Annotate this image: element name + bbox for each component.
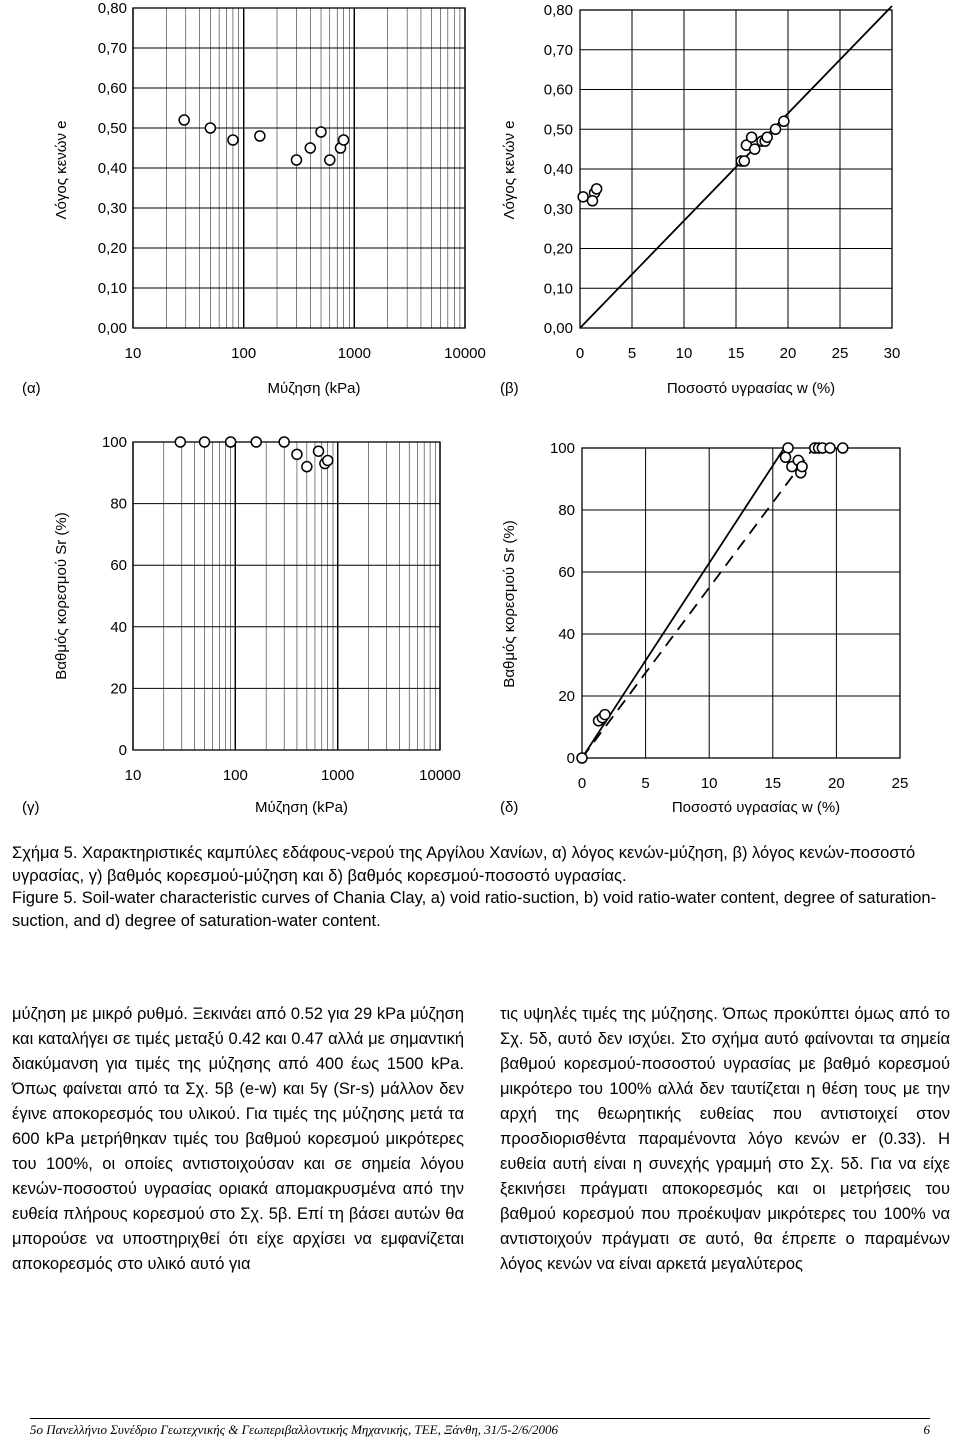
data-point bbox=[771, 124, 781, 134]
figure-panel-a bbox=[0, 0, 486, 410]
y-tick-label: 0,40 bbox=[97, 160, 127, 177]
data-point bbox=[783, 443, 793, 453]
y-tick-label: 0,30 bbox=[97, 200, 127, 217]
grid-c bbox=[133, 442, 440, 750]
figure-panel-b bbox=[480, 0, 960, 410]
y-tick-label: 100 bbox=[549, 440, 575, 457]
caption-greek: Σχήμα 5. Χαρακτηριστικές καμπύλες εδάφους-νερού της Αργίλου Χανίων, α) λόγος κενών-μύζηση, β) λόγος κενών-ποσοστό υγρασίας, γ) βαθμός κορεσμού-μύζηση και δ) βαθμός κορεσμού-ποσοστό υγρασίας. bbox=[12, 844, 916, 885]
plot-frame-c bbox=[133, 442, 440, 750]
page-footer bbox=[30, 1418, 930, 1438]
x-tick-label: 0 bbox=[575, 345, 585, 362]
data-point bbox=[228, 135, 238, 145]
data-point bbox=[175, 437, 185, 447]
y-tick-label: 40 bbox=[110, 618, 127, 636]
chart-a bbox=[0, 0, 486, 410]
data-point bbox=[325, 155, 335, 165]
dashed-line bbox=[582, 448, 814, 758]
body-column-right bbox=[500, 1002, 950, 1277]
data-point bbox=[779, 116, 789, 126]
x-tick-label: 20 bbox=[779, 345, 797, 362]
data-point bbox=[739, 156, 749, 166]
data-point bbox=[291, 155, 301, 165]
data-point bbox=[292, 449, 302, 459]
y-tick-label: 0,50 bbox=[543, 121, 573, 139]
x-tick-label: 1000 bbox=[337, 345, 372, 362]
chart-c bbox=[0, 420, 480, 830]
x-tick-label: 5 bbox=[627, 345, 637, 362]
panel-label: (γ) bbox=[22, 799, 40, 816]
x-axis-label: Μύζηση (kPa) bbox=[255, 799, 348, 816]
data-point bbox=[838, 443, 848, 453]
page-number: 6 bbox=[923, 1422, 930, 1437]
data-point bbox=[750, 144, 760, 154]
y-tick-label: 0,70 bbox=[543, 41, 573, 59]
body-left-text: μύζηση με μικρό ρυθμό. Ξεκινάει από 0.52 για 29 kPa μύζηση και καταλήγει σε τιμές μεταξύ 0.42 και 0.47 αλλά με σημαντική διακύμανση για τιμές της μύζησης από 400 έως 1500 kPa. Όπως φαίνεται από τα Σχ. 5β (e-w) και 5γ (Sr-s) μάλλον δεν έγινε αποκορεσμός του υλικού. Για τιμές της μύζησης μετά τα 600 kPa μετρήθηκαν τιμές του βαθμού κορεσμού μικρότερες του 100%, οι οποίες αντιστοιχούσαν και σε σημεία λόγου κενών-ποσοστού υγρασίας οριακά απομακρυσμένα από την ευθεία πλήρους κορεσμού στο Σχ. 5β. Επί τη βάσει αυτών θα μπορούσε να υποστηριχθεί ότι είχε αρχίσει να εμφανίζεται αποκορεσμός στο υλικό αυτό για bbox=[12, 1005, 464, 1273]
body-right-text: τις υψηλές τιμές της μύζησης. Όπως προκύπτει όμως από το Σχ. 5δ, αυτό δεν ισχύει. Στο σχήμα αυτό φαίνονται τα σημεία βαθμού κορεσμού-ποσοστού υγρασίας με βαθμό κορεσμού μικρότερο του 100% αλλά δεν ταυτίζεται η θέση τους με την αρχή της θεωρητικής ευθείας που αντιστοιχεί στον προσδιορισθέντα παραμένοντα λόγο κενών er (0.33). Η ευθεία αυτή είναι η συνεχής γραμμή στο Σχ. 5δ. Για να είχε ξεκινήσει πράγματι αποκορεσμός και οι μετρήσεις του βαθμού κορεσμού που προέκυψαν μικρότερες του 100% να αντιστοιχούν πράγματι σε αυτό, θα έπρεπε ο παραμένων λόγος κενών να είναι αρκετά μεγαλύτερος bbox=[500, 1005, 950, 1273]
x-tick-label: 10000 bbox=[419, 767, 461, 784]
data-point bbox=[200, 437, 210, 447]
data-point bbox=[825, 443, 835, 453]
x-tick-label: 30 bbox=[883, 345, 901, 362]
x-tick-label: 15 bbox=[764, 775, 782, 792]
y-tick-label: 80 bbox=[558, 502, 575, 519]
y-tick-label: 40 bbox=[558, 626, 575, 643]
y-tick-label: 100 bbox=[101, 434, 127, 451]
panel-label: (δ) bbox=[500, 799, 519, 816]
data-point bbox=[323, 455, 333, 465]
data-point bbox=[305, 143, 315, 153]
y-tick-label: 0,00 bbox=[543, 320, 573, 337]
panel-label: (α) bbox=[22, 380, 41, 397]
x-tick-label: 10 bbox=[675, 345, 693, 362]
y-tick-label: 20 bbox=[558, 688, 575, 705]
data-point bbox=[226, 437, 236, 447]
x-tick-label: 100 bbox=[231, 345, 257, 362]
x-tick-label: 25 bbox=[891, 775, 909, 792]
y-tick-label: 0,80 bbox=[543, 2, 573, 19]
x-tick-label: 10000 bbox=[444, 345, 486, 362]
x-axis-label: Μύζηση (kPa) bbox=[267, 380, 361, 397]
data-point bbox=[762, 132, 772, 142]
y-tick-label: 0,10 bbox=[543, 280, 573, 298]
x-tick-label: 5 bbox=[641, 775, 650, 792]
figure-panel-d bbox=[480, 420, 960, 830]
y-tick-label: 0,20 bbox=[543, 240, 573, 258]
y-tick-label: 0,10 bbox=[97, 280, 127, 297]
y-tick-label: 0,70 bbox=[97, 40, 127, 57]
data-point bbox=[316, 127, 326, 137]
body-column-left bbox=[12, 1002, 464, 1277]
chart-d bbox=[480, 420, 960, 830]
figure-panel-c bbox=[0, 420, 480, 830]
x-tick-label: 0 bbox=[577, 775, 587, 792]
data-point bbox=[781, 452, 791, 462]
data-point bbox=[587, 196, 597, 206]
y-tick-label: 80 bbox=[110, 495, 127, 513]
x-tick-label: 20 bbox=[828, 775, 845, 792]
x-tick-label: 10 bbox=[124, 345, 142, 362]
y-axis-label: Βαθμός κορεσμού Sr (%) bbox=[53, 512, 70, 680]
data-point bbox=[251, 437, 261, 447]
caption-english: Figure 5. Soil-water characteristic curves of Chania Clay, a) void ratio-suction, b) void ratio-water content, degree of saturation-suction, and d) degree of saturation-water content. bbox=[12, 889, 937, 930]
data-point bbox=[578, 192, 588, 202]
figure-caption bbox=[12, 842, 952, 932]
y-tick-label: 0,40 bbox=[543, 161, 573, 178]
data-point bbox=[577, 753, 587, 763]
y-tick-label: 60 bbox=[558, 564, 575, 581]
y-tick-label: 0,30 bbox=[543, 200, 573, 218]
data-point bbox=[179, 115, 189, 125]
y-tick-label: 60 bbox=[110, 557, 127, 575]
y-axis-label: Βαθμός κορεσμού Sr (%) bbox=[501, 520, 518, 688]
data-point bbox=[747, 132, 757, 142]
y-tick-label: 0,60 bbox=[543, 81, 573, 99]
data-point bbox=[314, 446, 324, 456]
grid-a bbox=[133, 8, 465, 328]
x-tick-label: 10 bbox=[700, 775, 718, 792]
data-point bbox=[205, 123, 215, 133]
y-tick-label: 0,60 bbox=[97, 80, 127, 97]
y-tick-label: 0,00 bbox=[97, 320, 127, 337]
x-axis-label: Ποσοστό υγρασίας w (%) bbox=[671, 799, 841, 816]
data-point bbox=[797, 462, 807, 472]
solid-line bbox=[582, 448, 784, 758]
y-tick-label: 0,80 bbox=[97, 0, 127, 17]
plot-frame-d bbox=[582, 448, 900, 758]
y-tick-label: 0 bbox=[566, 750, 575, 767]
data-point bbox=[600, 710, 610, 720]
data-point bbox=[339, 135, 349, 145]
x-tick-label: 10 bbox=[124, 767, 142, 784]
footer-conference: 5o Πανελλήνιο Συνέδριο Γεωτεχνικής & Γεωπεριβαλλοντικής Μηχανικής, ΤΕΕ, Ξάνθη, 31/5-2/6/2006 bbox=[30, 1422, 558, 1437]
panel-label: (β) bbox=[500, 380, 519, 397]
chart-b bbox=[480, 0, 960, 410]
x-tick-label: 100 bbox=[222, 767, 248, 784]
data-point bbox=[302, 462, 312, 472]
y-axis-label: Λόγος κενών e bbox=[53, 120, 70, 220]
y-tick-label: 0,50 bbox=[97, 120, 127, 137]
y-axis-label: Λόγος κενών e bbox=[501, 120, 518, 220]
data-point bbox=[279, 437, 289, 447]
x-axis-label: Ποσοστό υγρασίας w (%) bbox=[666, 380, 836, 397]
x-tick-label: 15 bbox=[727, 345, 745, 362]
x-tick-label: 1000 bbox=[320, 767, 355, 784]
data-point bbox=[592, 184, 602, 194]
y-tick-label: 0 bbox=[118, 742, 127, 759]
y-tick-label: 20 bbox=[110, 680, 127, 698]
x-tick-label: 25 bbox=[831, 345, 849, 362]
data-point bbox=[255, 131, 265, 141]
grid-d bbox=[582, 448, 900, 758]
y-tick-label: 0,20 bbox=[97, 240, 127, 257]
